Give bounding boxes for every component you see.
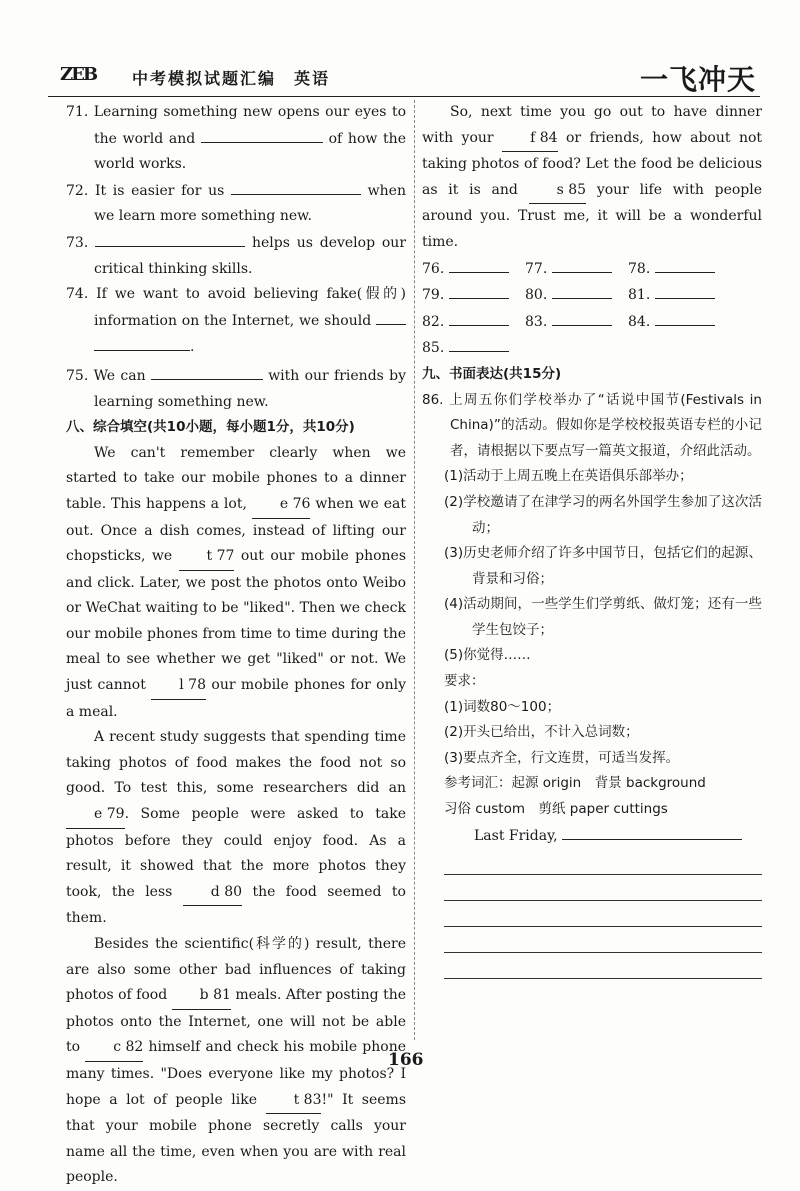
passage-paragraph-3: Besides the scientific(科学的) result, there are also some other bad influences of taking photos of food b 81 meals. After posting the photos onto the Internet, one will not be able to c 82 himself and check his mobile phone many times. "Does everyone like my photos? I hope a lot of people like t 83!" It seems that your mobile phone secretly calls your name all the time, even when you are with real people. — [66, 936, 407, 1186]
cloze-blank-82[interactable]: c 82 — [85, 1035, 143, 1062]
answer-slot-83[interactable]: 83. — [525, 309, 628, 336]
cloze-blank-84[interactable]: f 84 — [502, 126, 557, 153]
writing-area[interactable] — [422, 823, 762, 980]
answer-blank-74a[interactable] — [376, 308, 406, 325]
page-header — [48, 58, 760, 98]
cloze-blank-77[interactable]: t 77 — [179, 544, 235, 571]
vocab-line-1: 参考词汇：起源 origin 背景 background — [444, 775, 706, 792]
point-item: (4)活动期间，一些学生们学剪纸、做灯笼；还有一些学生包饺子； — [444, 596, 762, 638]
requirement-item: (2)开头已给出，不计入总词数； — [444, 724, 639, 741]
section-8-heading: 八、综合填空(共10小题，每小题1分，共10分) — [66, 419, 355, 436]
essay-start: Last Friday, — [444, 823, 762, 850]
passage-paragraph-2: A recent study suggests that spending time taking photos of food makes the food not so good. To test this, some researchers did an e 79. Some people were asked to take photos before they could enjoy food. As a result, it showed that the more photos they took, the less d 80 the food seemed to them. — [66, 729, 406, 927]
question-73: 73. helps us develop our critical thinking skills. — [66, 230, 406, 282]
cloze-blank-81[interactable]: b 81 — [172, 983, 231, 1010]
requirements-title: 要求： — [444, 673, 485, 690]
writing-prompt: 86. 上周五你们学校举办了“话说中国节(Festivals in China)”的活动。假如你是学校校报英语专栏的小记者，请根据以下要点写一篇英文报道，介绍此活动。 — [422, 391, 762, 459]
writing-line[interactable] — [444, 901, 762, 927]
publisher-logo: ZEB — [60, 64, 97, 85]
answer-slot-84[interactable]: 84. — [628, 309, 731, 336]
question-75: 75. We can with our friends by learning something new. — [66, 363, 406, 415]
answer-blank-72[interactable] — [231, 178, 361, 195]
cloze-blank-85[interactable]: s 85 — [529, 178, 586, 205]
cloze-blank-83[interactable]: t 83 — [266, 1088, 322, 1115]
vocab-line-2: 习俗 custom 剪纸 paper cuttings — [444, 801, 668, 818]
requirement-item: (1)词数80～100； — [444, 698, 561, 715]
writing-line[interactable] — [444, 849, 762, 875]
cloze-blank-80[interactable]: d 80 — [183, 880, 242, 907]
answer-blank-74b[interactable] — [94, 334, 190, 351]
writing-line[interactable] — [444, 875, 762, 901]
right-column — [422, 100, 762, 979]
section-9-heading: 九、书面表达(共15分) — [422, 365, 562, 382]
answer-slot-77[interactable]: 77. — [525, 256, 628, 283]
point-item: (5)你觉得…… — [444, 647, 531, 664]
question-74: 74. If we want to avoid believing fake(假的) information on the Internet, we should . — [66, 286, 406, 356]
writing-line[interactable] — [444, 953, 762, 979]
writing-points — [422, 464, 762, 822]
point-item: (2)学校邀请了在津学习的两名外国学生参加了这次活动； — [444, 493, 762, 536]
requirement-item: (3)要点齐全，行文连贯，可适当发挥。 — [444, 749, 680, 766]
answer-grid — [422, 256, 762, 362]
passage-paragraph-1: We can't remember clearly when we started to take our mobile phones to a dinner table. This happens a lot, e 76 when we eat out. Once a dish comes, instead of lifting our chopsticks, we t 77 out our mobile phones and click. Later, we post the photos onto Weibo or WeChat waiting to be "liked". Then we check our mobile phones from time to time during the meal to see whether we get "liked" or not. We just cannot l 78 our mobile phones for only a meal. — [66, 444, 407, 720]
header-rule — [48, 96, 760, 97]
page-number: 166 — [388, 1050, 424, 1070]
answer-slot-76[interactable]: 76. — [422, 256, 525, 283]
answer-slot-78[interactable]: 78. — [628, 256, 731, 283]
answer-blank-73[interactable] — [95, 230, 245, 247]
passage-paragraph-4: So, next time you go out to have dinner with your f 84 or friends, how about not taking photos of food? Let the food be delicious as it is and s 85 your life with people around you. Trust me, it will be a wonderful time. — [422, 104, 763, 250]
answer-slot-79[interactable]: 79. — [422, 282, 525, 309]
answer-slot-81[interactable]: 81. — [628, 282, 731, 309]
left-column — [66, 100, 406, 1191]
answer-slot-80[interactable]: 80. — [525, 282, 628, 309]
answer-slot-82[interactable]: 82. — [422, 309, 525, 336]
cloze-blank-76[interactable]: e 76 — [252, 492, 311, 519]
writing-line[interactable] — [444, 927, 762, 953]
series-brand: 一飞冲天 — [639, 63, 756, 96]
question-71: 71. Learning something new opens our eyes to the world and of how the world works. — [66, 104, 406, 173]
question-72: 72. It is easier for us when we learn more something new. — [66, 178, 406, 230]
answer-blank-71[interactable] — [201, 126, 323, 143]
point-item: (3)历史老师介绍了许多中国节日，包括它们的起源、背景和习俗； — [444, 545, 762, 587]
book-title: 中考模拟试题汇编 英语 — [132, 69, 331, 88]
answer-blank-75[interactable] — [151, 363, 263, 380]
point-item: (1)活动于上周五晚上在英语俱乐部举办； — [444, 468, 693, 485]
column-divider — [414, 100, 415, 1040]
answer-slot-85[interactable]: 85. — [422, 335, 525, 362]
cloze-blank-78[interactable]: l 78 — [151, 673, 206, 700]
cloze-blank-79[interactable]: e 79 — [66, 802, 125, 829]
